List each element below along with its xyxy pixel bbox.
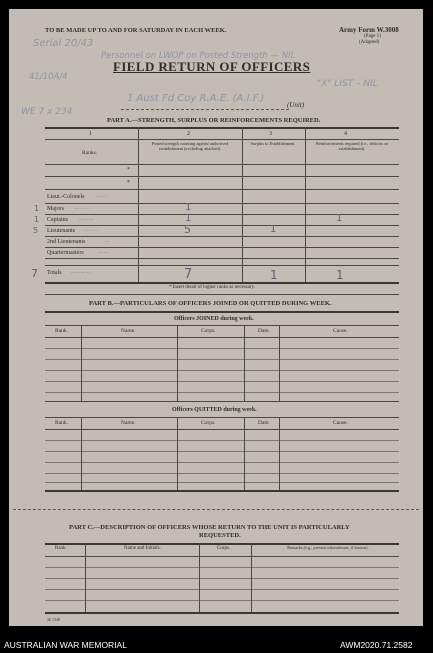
- margin-count-captains: 1: [34, 215, 40, 224]
- row-rule: [45, 589, 399, 590]
- joined-col-rank: Rank.: [55, 328, 68, 334]
- form-page-number: (Page 1): [364, 34, 381, 39]
- rule: [45, 337, 399, 338]
- row-rule: [45, 392, 399, 393]
- rule: [45, 325, 399, 326]
- footer-institution: AUSTRALIAN WAR MEMORIAL: [4, 640, 127, 650]
- row-rule: [45, 567, 399, 568]
- rule: [45, 556, 399, 557]
- handwritten-serial: Serial 20/43: [33, 38, 94, 49]
- part-b-title: PART B.—PARTICULARS OF OFFICERS JOINED OR QUITTED DURING WEEK.: [89, 300, 332, 307]
- form-number: Army Form W.3008: [339, 26, 399, 34]
- col-divider: [81, 325, 82, 401]
- leader: ... ... ...: [79, 217, 93, 222]
- col-header-surplus: Surplus to Establishment.: [250, 141, 296, 146]
- rule: [45, 258, 399, 259]
- footer-accession-number: AWM2020.71.2582: [340, 640, 413, 650]
- rank-2nd-lieutenants: 2nd Lieutenants: [47, 239, 86, 245]
- leader: ... ...: [99, 250, 108, 255]
- part-c-col-rank: Rank.: [55, 546, 67, 551]
- rule: [45, 417, 399, 418]
- col-header-reinforcements: Reinforcements required (i.e., deficits on establishment).: [315, 141, 389, 152]
- col-divider: [177, 417, 178, 490]
- row-rule: [45, 370, 399, 371]
- row-rule: [45, 462, 399, 463]
- rank-lieut-colonels: Lieut.-Colonels: [47, 194, 85, 200]
- rule: [45, 247, 399, 248]
- quitted-col-rank: Rank.: [55, 420, 68, 426]
- totals-label: Totals: [47, 270, 62, 276]
- joined-col-corps: Corps.: [201, 328, 216, 334]
- form-instruction: TO BE MADE UP TO AND FOR SATURDAY IN EACH WEEK.: [45, 27, 227, 34]
- quitted-title: Officers QUITTED during week.: [172, 407, 257, 413]
- row-rule: [45, 440, 399, 441]
- joined-col-cause: Cause.: [333, 328, 348, 334]
- row-rule: [45, 381, 399, 382]
- col-divider: [279, 325, 280, 401]
- leader: ... ... ...: [84, 228, 98, 233]
- rule: [45, 214, 399, 215]
- col-divider: [244, 325, 245, 401]
- rule: [45, 311, 399, 313]
- rank-quartermasters: Quartermasters: [47, 250, 84, 256]
- part-a-title: PART A.—STRENGTH, SURPLUS OR REINFORCEMENTS REQUIRED.: [107, 117, 321, 124]
- margin-count-totals: 7: [31, 267, 38, 280]
- quitted-col-corps: Corps.: [201, 420, 216, 426]
- part-c-col-name: Name and Initials.: [124, 546, 161, 551]
- margin-count-majors: 1: [34, 204, 40, 213]
- rank-captains: Captains: [47, 217, 68, 223]
- rule: [45, 612, 399, 614]
- part-c-title-line1: PART C.—DESCRIPTION OF OFFICERS WHOSE RETURN TO THE UNIT IS PARTICULARLY: [69, 524, 350, 531]
- form-page: [9, 9, 423, 626]
- surplus-lieutenants: 1: [270, 224, 277, 235]
- col-number: 3: [269, 131, 272, 137]
- joined-col-name: Name.: [121, 328, 136, 334]
- rank-lieutenants: Lieutenants: [47, 228, 75, 234]
- col-divider: [279, 417, 280, 490]
- col-header-posted: Posted strength counting against authorised establishment (excluding attached).: [151, 141, 229, 152]
- row-rule: [45, 348, 399, 349]
- handwritten-reference: 41/10A/4: [29, 72, 68, 82]
- joined-title: Officers JOINED during week.: [174, 316, 254, 322]
- rule: [45, 490, 399, 492]
- rule: [45, 236, 399, 237]
- handwritten-unit-name: 1 Aust Fd Coy R.A.E. (A.I.F.): [127, 93, 265, 104]
- part-a-bottom-rule: [45, 282, 399, 284]
- row-rule: [45, 600, 399, 601]
- part-a-footnote: * Insert detail of higher ranks as necessary.: [169, 285, 256, 290]
- leader: ... ...: [97, 194, 106, 199]
- surplus-totals: 1: [270, 268, 278, 282]
- row-rule: [45, 473, 399, 474]
- col-divider: [199, 543, 200, 612]
- col-divider: [251, 543, 252, 612]
- col-header-ranks: Ranks.: [82, 150, 98, 156]
- rule: [45, 401, 399, 402]
- margin-count-lieutenants: 5: [33, 226, 39, 235]
- part-a-top-rule: [45, 127, 399, 129]
- part-c-col-remarks: Remarks (e.g., present whereabouts, if known).: [287, 545, 369, 550]
- archive-footer: [0, 636, 433, 653]
- col-divider: [244, 417, 245, 490]
- handwritten-x-list: "X" LIST – NIL: [317, 79, 378, 89]
- rank-majors: Majors: [47, 206, 64, 212]
- posted-lieutenants: 5: [184, 223, 191, 236]
- row-rule: [45, 451, 399, 452]
- unit-label: (Unit): [287, 101, 305, 109]
- row-rule: [45, 359, 399, 360]
- quitted-col-name: Name.: [121, 420, 136, 426]
- rule: [45, 139, 399, 140]
- row-rule: [45, 482, 399, 483]
- col-divider: [85, 543, 86, 612]
- handwritten-personnel-note: Personnel on LWOP on Posted Strength — NIL: [101, 51, 296, 61]
- joined-col-date: Date.: [258, 328, 270, 334]
- rule: [45, 176, 399, 177]
- form-title: FIELD RETURN OF OFFICERS: [113, 59, 311, 74]
- part-c-col-corps: Corps.: [217, 546, 231, 551]
- col-number: 2: [187, 131, 190, 137]
- col-divider: [81, 417, 82, 490]
- rule: [45, 429, 399, 430]
- col-divider: [177, 325, 178, 401]
- col-divider: [138, 127, 139, 283]
- form-adapted: (Adapted): [359, 40, 380, 45]
- posted-captains: 1: [185, 213, 192, 224]
- row-rule: [45, 578, 399, 579]
- part-c-title-line2: REQUESTED.: [199, 532, 241, 539]
- reinforcements-totals: 1: [336, 268, 344, 282]
- perforation-line: [13, 509, 419, 510]
- rule: [45, 203, 399, 204]
- unit-line: [121, 109, 289, 110]
- print-code: 36 1340: [47, 617, 60, 622]
- rule: [45, 294, 399, 295]
- col-divider: [242, 127, 243, 283]
- quitted-col-date: Date.: [258, 420, 270, 426]
- col-number: 1: [89, 131, 92, 137]
- reinforcements-captains: 1: [336, 213, 343, 224]
- leader: ... ... ... ...: [71, 270, 90, 275]
- posted-totals: 7: [184, 267, 193, 282]
- col-number: 4: [344, 131, 347, 137]
- rule: [45, 164, 399, 165]
- leader: ... ... ...: [75, 206, 89, 211]
- rule: [45, 189, 399, 190]
- handwritten-we: WE 7 x 234: [21, 107, 73, 117]
- asterisk: *: [127, 167, 130, 173]
- rule: [45, 265, 399, 266]
- col-divider: [305, 127, 306, 283]
- quitted-col-cause: Cause.: [333, 420, 348, 426]
- rule: [45, 225, 399, 226]
- posted-majors: 1: [185, 202, 192, 213]
- asterisk: *: [127, 180, 130, 186]
- leader: ...: [105, 239, 109, 244]
